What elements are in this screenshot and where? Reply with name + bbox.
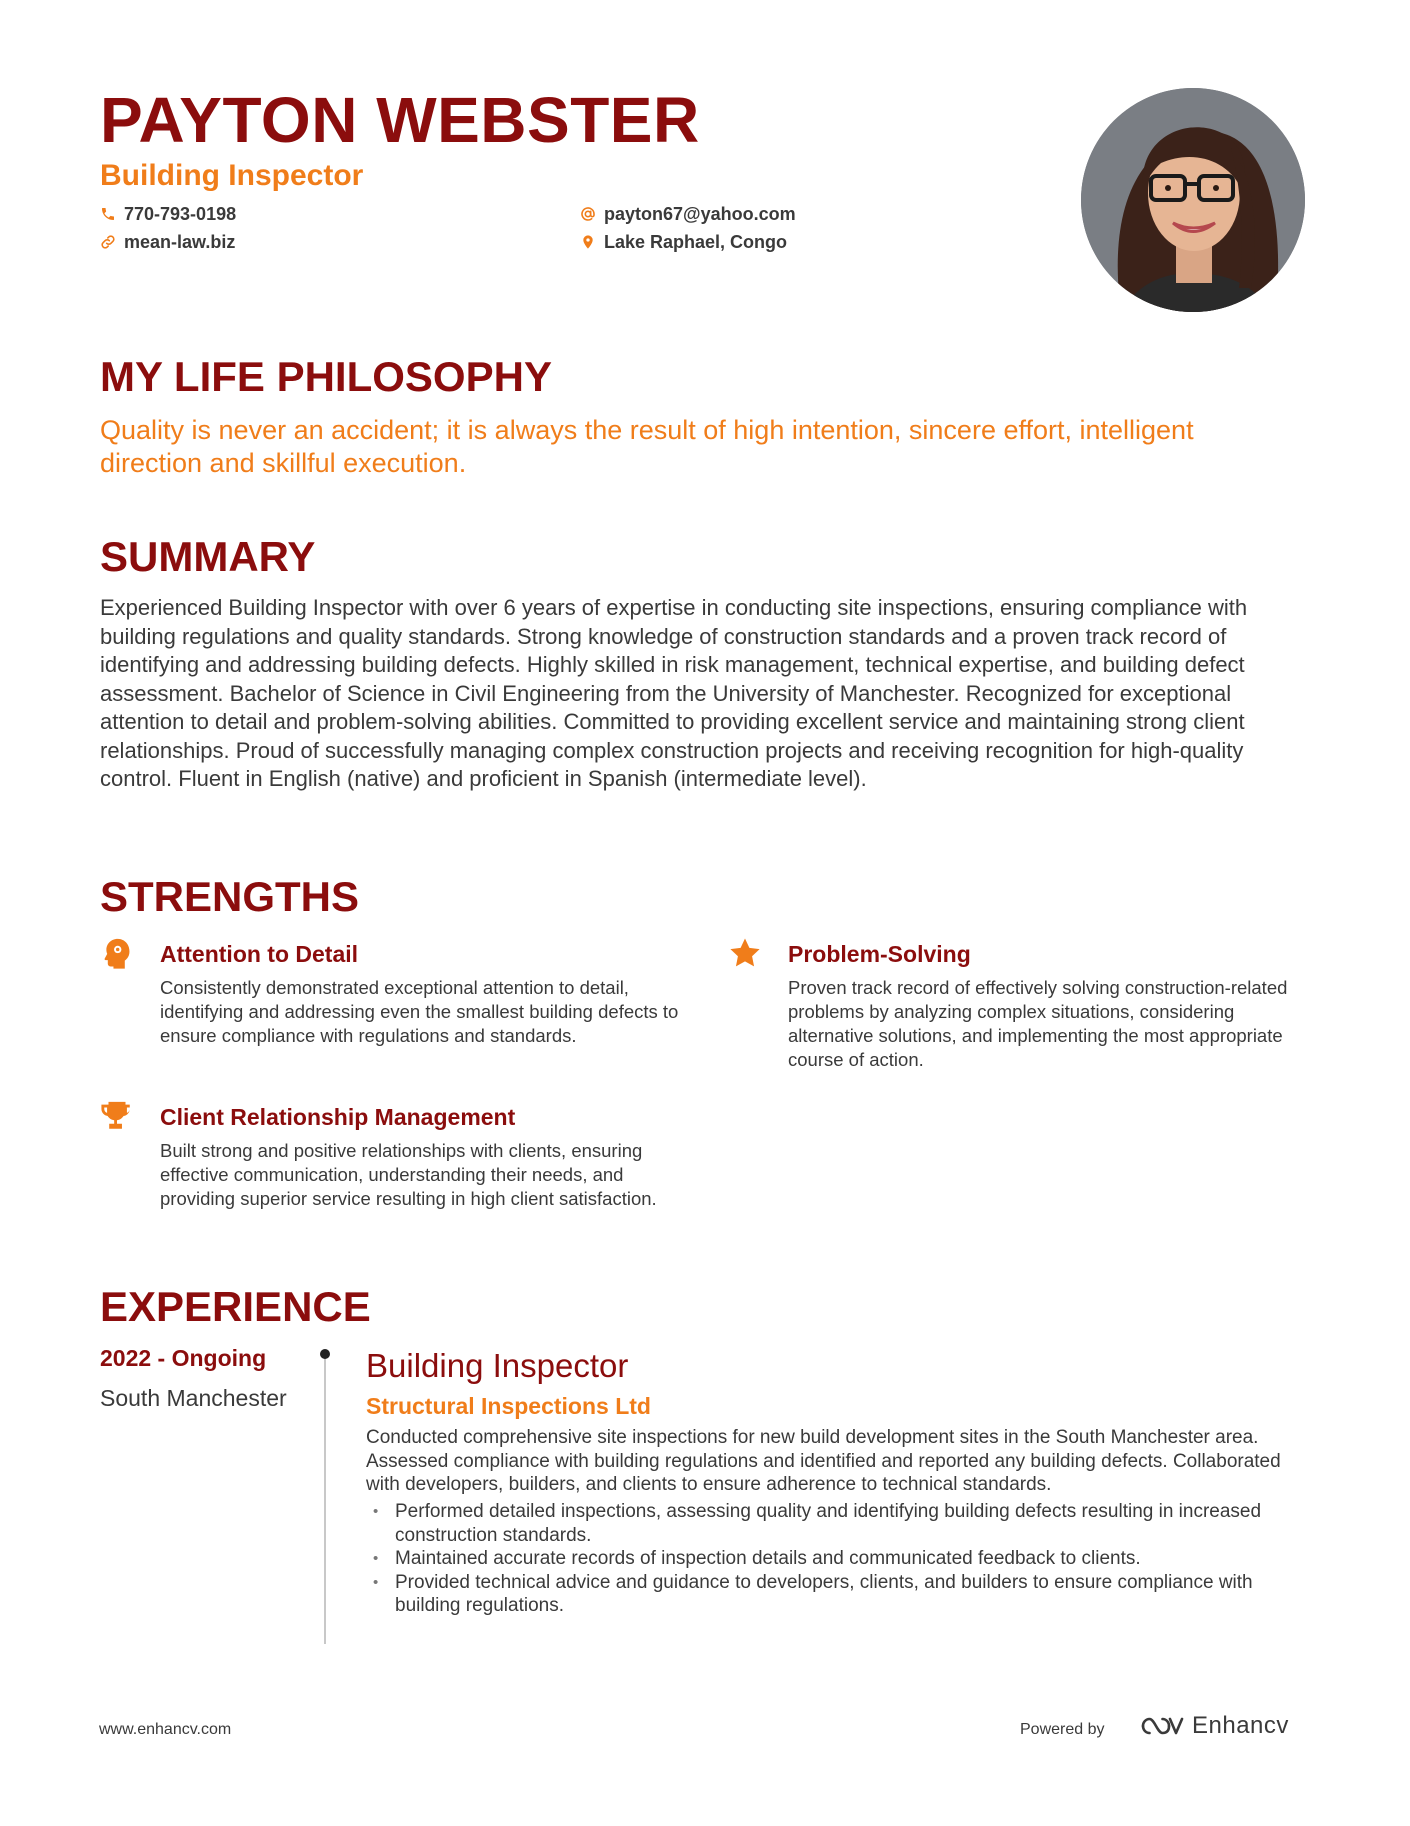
experience-job-title: Building Inspector bbox=[366, 1347, 629, 1384]
avatar-portrait bbox=[1081, 88, 1305, 312]
timeline-dot bbox=[320, 1349, 330, 1359]
contact-phone-text: 770-793-0198 bbox=[124, 204, 237, 224]
experience-company: Structural Inspections Ltd bbox=[366, 1393, 651, 1419]
experience-location: South Manchester bbox=[100, 1385, 287, 1411]
strength-description: Proven track record of effectively solving construction-related problems by analyzing complex situations, considering alternative solutions, and implementing the most appropriate course of action. bbox=[788, 977, 1288, 1070]
footer-brand-name: Enhancv bbox=[1192, 1712, 1289, 1739]
candidate-name: PAYTON WEBSTER bbox=[100, 84, 700, 156]
avatar bbox=[1081, 88, 1305, 312]
philosophy-quote: Quality is never an accident; it is always the result of high intention, sincere effort, intelligent direction and skillful execution. bbox=[100, 415, 1194, 478]
contact-email[interactable] bbox=[580, 202, 796, 226]
experience-date: 2022 - Ongoing bbox=[100, 1345, 267, 1371]
contact-location-text: Lake Raphael, Congo bbox=[604, 232, 788, 252]
trophy-icon bbox=[100, 1099, 134, 1133]
experience-bullet: • Maintained accurate records of inspection details and communicated feedback to clients. bbox=[366, 1547, 1316, 1571]
footer-powered-by: Powered by bbox=[1020, 1721, 1105, 1738]
contact-website-text: mean-law.biz bbox=[124, 232, 236, 252]
strength-description: Built strong and positive relationships with clients, ensuring effective communication, understanding their needs, and providing superior service resulting in high client satisfaction. bbox=[160, 1140, 657, 1209]
contact-email-text: payton67@yahoo.com bbox=[604, 204, 796, 224]
at-sign-icon bbox=[580, 206, 596, 222]
footer-url[interactable]: www.enhancv.com bbox=[99, 1721, 232, 1738]
section-title-experience: EXPERIENCE bbox=[100, 1283, 371, 1330]
experience-bullet: • Performed detailed inspections, assessing quality and identifying building defects resulting in increased construction standards. bbox=[366, 1500, 1316, 1547]
strength-title: Attention to Detail bbox=[160, 941, 359, 967]
contact-phone[interactable] bbox=[100, 202, 236, 226]
section-title-summary: SUMMARY bbox=[100, 533, 316, 580]
strength-title: Problem-Solving bbox=[788, 941, 971, 967]
experience-bullet-list bbox=[366, 1500, 1316, 1618]
enhancv-logo-icon bbox=[1140, 1714, 1184, 1738]
contact-location bbox=[580, 230, 787, 254]
location-pin-icon bbox=[580, 234, 596, 250]
star-icon bbox=[728, 936, 762, 970]
footer-brand-logo[interactable] bbox=[1140, 1712, 1289, 1740]
section-title-philosophy: MY LIFE PHILOSOPHY bbox=[100, 353, 552, 400]
contact-website[interactable] bbox=[100, 230, 235, 254]
section-title-strengths: STRENGTHS bbox=[100, 873, 360, 920]
summary-text: Experienced Building Inspector with over 6 years of expertise in conducting site inspections, ensuring compliance with building regulations and quality standards. Strong knowledge of construction standards and a proven track record of identifying and addressing building defects. Highly skilled in risk management, technical expertise, and building defect assessment. Bachelor of Science in Civil Engineering from the University of Manchester. Recognized for exceptional attention to detail and problem-solving abilities. Committed to providing excellent service and maintaining strong client relationships. Proud of successfully managing complex construction projects and receiving recognition for high-quality control. Fluent in English (native) and proficient in Spanish (intermediate level). bbox=[100, 595, 1248, 791]
link-icon bbox=[100, 234, 116, 250]
experience-bullet: • Provided technical advice and guidance to developers, clients, and builders to ensure compliance with building regulations. bbox=[366, 1571, 1316, 1618]
timeline-line bbox=[324, 1358, 326, 1644]
phone-icon bbox=[100, 206, 116, 222]
strength-title: Client Relationship Management bbox=[160, 1104, 516, 1130]
candidate-role: Building Inspector bbox=[100, 159, 364, 192]
head-icon bbox=[100, 936, 134, 970]
experience-description: Conducted comprehensive site inspections for new build development sites in the South Manchester area. Assessed compliance with building regulations and identified and reported any building defects. Collaborated with developers, builders, and clients to ensure adherence to technical standards. bbox=[366, 1427, 1281, 1495]
strength-description: Consistently demonstrated exceptional attention to detail, identifying and addressing even the smallest building defects to ensure compliance with regulations and standards. bbox=[160, 977, 679, 1046]
